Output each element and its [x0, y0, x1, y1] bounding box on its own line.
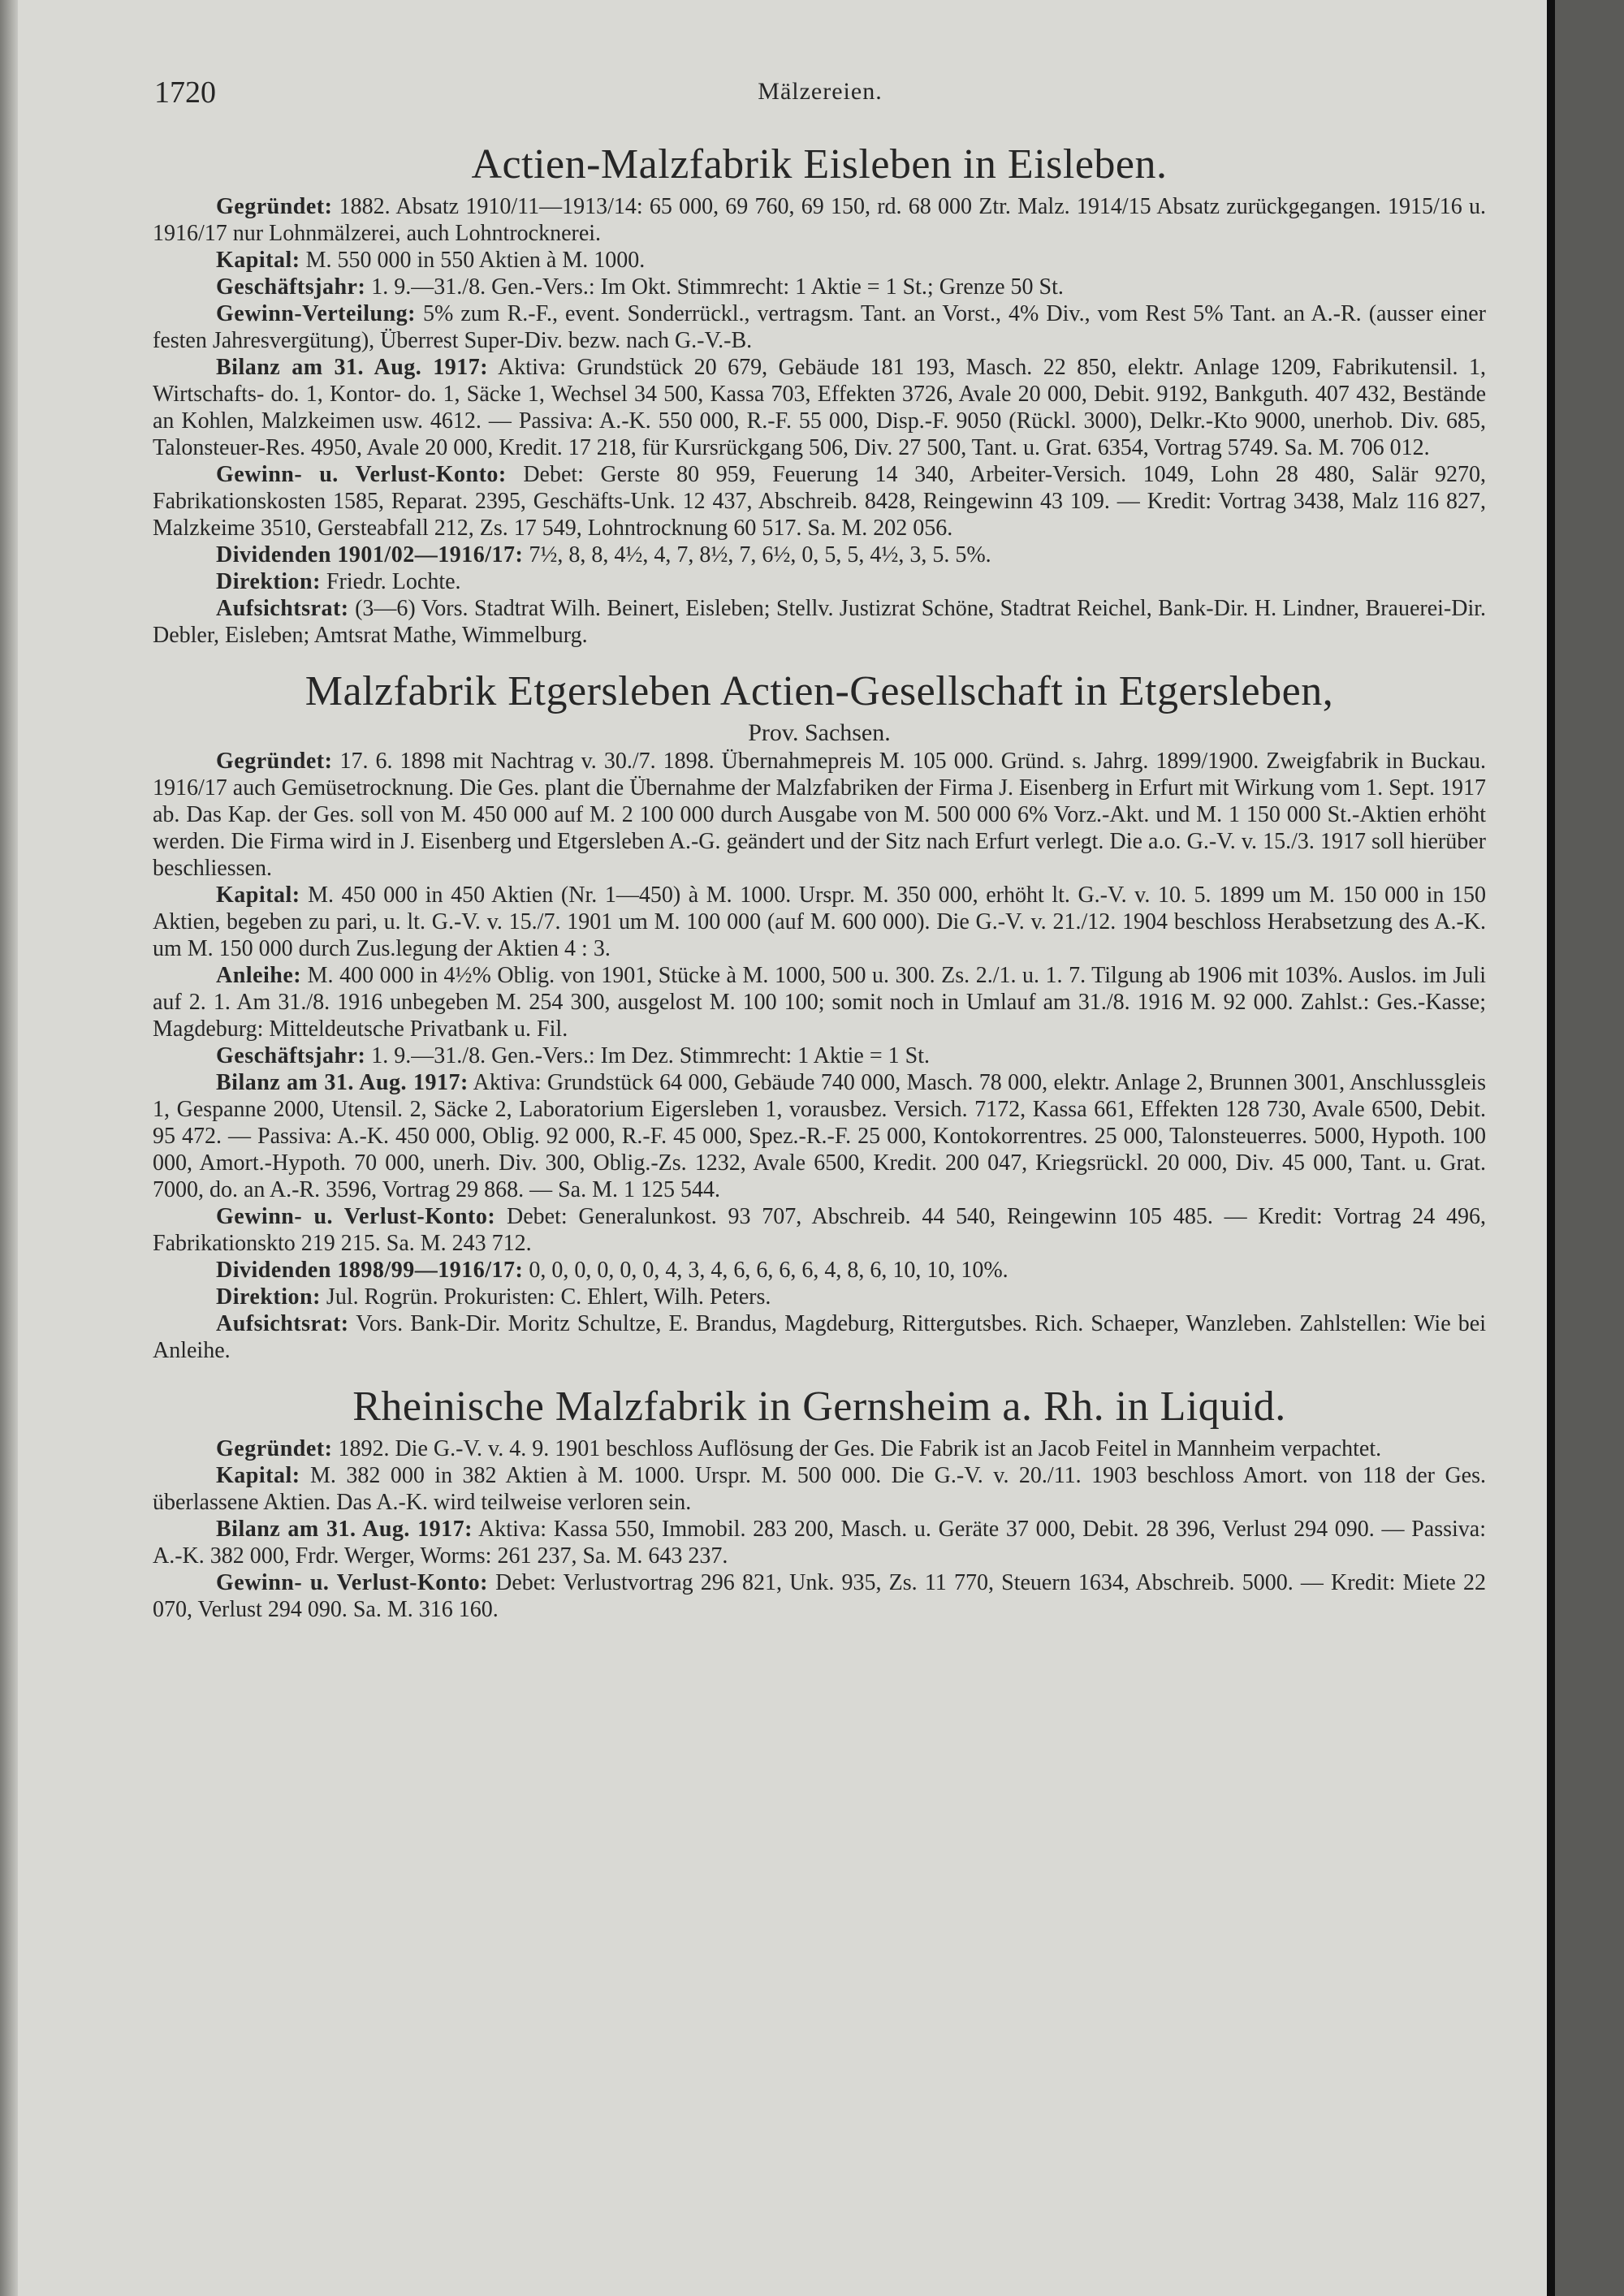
- entry-text: 1892. Die G.-V. v. 4. 9. 1901 beschloss Auflösung der Ges. Die Fabrik ist an Jacob Feitel in Mannheim verpachtet.: [338, 1436, 1382, 1461]
- entry-text: 7½, 8, 8, 4½, 4, 7, 8½, 7, 6½, 0, 5, 5, 4½, 3, 5. 5%.: [529, 542, 991, 568]
- entry-text: (3—6) Vors. Stadtrat Wilh. Beinert, Eisleben; Stellv. Justizrat Schöne, Stadtrat Reichel, Bank-Dir. H. Lindner, Brauerei-Dir. Debler, Eisleben; Amtsrat Mathe, Wimmelburg.: [153, 596, 1487, 648]
- entry-paragraph: [153, 193, 1486, 247]
- entry-text: 5% zum R.-F., event. Sonderrückl., vertragsm. Tant. an Vorst., 4% Div., vom Rest 5% Tant. an A.-R. (ausser einer festen Jahresvergütung), Überrest Super-Div. bezw. nach G.-V.-B.: [153, 301, 1487, 353]
- entry-label: Bilanz am 31. Aug. 1917:: [216, 1517, 473, 1542]
- entry-text: Jul. Rogrün. Prokuristen: C. Ehlert, Wilh. Peters.: [326, 1284, 771, 1310]
- entry-label: Dividenden 1898/99—1916/17:: [216, 1258, 524, 1283]
- page-content: [153, 140, 1486, 1641]
- company-entry: [153, 140, 1486, 649]
- entry-text: Friedr. Lochte.: [326, 569, 461, 594]
- entry-paragraph: [153, 568, 1486, 595]
- entry-paragraph: [153, 962, 1486, 1042]
- entry-text: M. 400 000 in 4½% Oblig. von 1901, Stücke à M. 1000, 500 u. 300. Zs. 2./1. u. 1. 7. Tilgung ab 1906 mit 103%. Auslos. im Juli auf 2. 1. Am 31./8. 1916 unbegeben M. 254 300, ausgelost M. 100 100; somit noch in Umlauf am 31./8. 1916 M. 92 000. Zahlst.: Ges.-Kasse; Magdeburg: Mitteldeutsche Privatbank u. Fil.: [153, 963, 1486, 1042]
- entry-text: Aktiva: Grundstück 20 679, Gebäude 181 193, Masch. 22 850, elektr. Anlage 1209, Fabrikutensil. 1, Wirtschafts- do. 1, Kontor- do. 1, Säcke 1, Wechsel 34 500, Kassa 703, Effekten 3726, Avale 20 000, Debit. 9192, Bankguth. 407 432, Bestände an Kohlen, Malzkeimen usw. 4612. — Passiva: A.-K. 550 000, R.-F. 55 000, Disp.-F. 9050 (Rückl. 3000), Delkr.-Kto 9000, unerhob. Div. 685, Talonsteuer-Res. 4950, Avale 20 000, Kredit. 17 218, für Kursrückgang 506, Div. 27 500, Tant. u. Grat. 6354, Vortrag 5749. Sa. M. 706 012.: [153, 355, 1486, 460]
- running-head: Mälzereien.: [758, 78, 883, 105]
- entry-text: Debet: Generalunkost. 93 707, Abschreib. 44 540, Reingewinn 105 485. — Kredit: Vortrag 24 496, Fabrikationskto 219 215. Sa. M. 243 712.: [153, 1204, 1487, 1256]
- company-entry: [153, 667, 1486, 1364]
- entry-paragraph: [153, 1042, 1486, 1069]
- entry-paragraph: [153, 1257, 1486, 1284]
- entry-paragraph: [153, 1516, 1486, 1569]
- entry-text: M. 550 000 in 550 Aktien à M. 1000.: [305, 248, 646, 273]
- entry-text: M. 382 000 in 382 Aktien à M. 1000. Urspr. M. 500 000. Die G.-V. v. 20./11. 1903 beschloss Amort. von 118 der Ges. überlassene Aktien. Das A.-K. wird teilweise verloren sein.: [153, 1463, 1486, 1515]
- entry-paragraph: [153, 1203, 1486, 1257]
- entry-text: Aktiva: Kassa 550, Immobil. 283 200, Masch. u. Geräte 37 000, Debit. 28 396, Verlust 294 090. — Passiva: A.-K. 382 000, Frdr. Werger, Worms: 261 237, Sa. M. 643 237.: [153, 1517, 1486, 1569]
- entry-text: M. 450 000 in 450 Aktien (Nr. 1—450) à M. 1000. Urspr. M. 350 000, erhöht lt. G.-V. v. 10. 5. 1899 um M. 150 000 in 150 Aktien, begeben zu pari, u. lt. G.-V. v. 15./7. 1901 um M. 100 000 (auf M. 600 000). Die G.-V. v. 21./12. 1904 beschloss Herabsetzung des A.-K. um M. 150 000 durch Zus.legung der Aktien 4 : 3.: [153, 883, 1487, 961]
- entry-text: 1882. Absatz 1910/11—1913/14: 65 000, 69 760, 69 150, rd. 68 000 Ztr. Malz. 1914/15 Absatz zurückgegangen. 1915/16 u. 1916/17 nur Lohnmälzerei, auch Lohntrocknerei.: [153, 194, 1486, 246]
- entry-paragraph: [153, 1569, 1486, 1623]
- entry-text: 0, 0, 0, 0, 0, 0, 4, 3, 4, 6, 6, 6, 6, 4, 8, 6, 10, 10, 10%.: [529, 1258, 1009, 1283]
- entry-paragraph: [153, 595, 1486, 649]
- entry-text: 17. 6. 1898 mit Nachtrag v. 30./7. 1898. Übernahmepreis M. 105 000. Gründ. s. Jahrg. 1899/1900. Zweigfabrik in Buckau. 1916/17 auch Gemüsetrocknung. Die Ges. plant die Übernahme der Malzfabriken der Firma J. Eisenberg in Erfurt mit Wirkung vom 1. Sept. 1917 ab. Das Kap. der Ges. soll von M. 450 000 auf M. 2 100 000 durch Ausgabe von M. 500 000 6% Vorz.-Akt. und M. 1 150 000 St.-Aktien erhöht werden. Die Firma wird in J. Eisenberg und Etgersleben A.-G. geändert und der Sitz nach Erfurt verlegt. Die a.o. G.-V. v. 15./3. 1917 soll hierüber beschliessen.: [153, 749, 1487, 881]
- entry-label: Direktion:: [216, 1284, 321, 1310]
- company-title: Actien-Malzfabrik Eisleben in Eisleben.: [471, 141, 1168, 188]
- entry-paragraph: [153, 1284, 1486, 1310]
- entry-paragraph: [153, 247, 1486, 274]
- company-entry: [153, 1382, 1486, 1623]
- entry-text: Aktiva: Grundstück 64 000, Gebäude 740 000, Masch. 78 000, elektr. Anlage 2, Brunnen 3001, Anschlussgleis 1, Gespanne 2000, Utensil. 2, Säcke 2, Laboratorium Eigersleben 1, vorausbez. Versich. 7172, Kassa 661, Effekten 128 730, Avale 6500, Debit. 95 472. — Passiva: A.-K. 450 000, Oblig. 92 000, R.-F. 45 000, Spez.-R.-F. 25 000, Kontokorrentres. 25 000, Talonsteuerres. 5000, Hypoth. 100 000, Amort.-Hypoth. 70 000, unerh. Div. 300, Oblig.-Zs. 1232, Avale 6500, Kredit. 200 047, Kriegsrückl. 20 000, Div. 45 000, Tant. u. Grat. 7000, do. an A.-R. 3596, Vortrag 29 868. — Sa. M. 1 125 544.: [153, 1070, 1486, 1202]
- entry-text: Vors. Bank-Dir. Moritz Schultze, E. Brandus, Magdeburg, Rittergutsbes. Rich. Schaeper, Wanzleben. Zahlstellen: Wie bei Anleihe.: [153, 1311, 1486, 1363]
- entry-text: 1. 9.—31./8. Gen.-Vers.: Im Dez. Stimmrecht: 1 Aktie = 1 St.: [371, 1043, 931, 1068]
- entry-text: Debet: Gerste 80 959, Feuerung 14 340, Arbeiter-Versich. 1049, Lohn 28 480, Salär 9270, Fabrikationskosten 1585, Reparat. 2395, Geschäfts-Unk. 12 437, Abschreib. 8428, Reingewinn 43 109. — Kredit: Vortrag 3438, Malz 116 827, Malzkeime 3510, Gersteabfall 212, Zs. 17 549, Lohntrocknung 60 517. Sa. M. 202 056.: [153, 462, 1487, 541]
- entry-paragraph: [153, 1310, 1486, 1364]
- entry-paragraph: [153, 300, 1486, 354]
- company-subtitle: Prov. Sachsen.: [748, 719, 891, 746]
- entry-label: Kapital:: [216, 883, 300, 908]
- entry-text: Debet: Verlustvortrag 296 821, Unk. 935, Zs. 11 770, Steuern 1634, Abschreib. 5000. — Kredit: Miete 22 070, Verlust 294 090. Sa. M. 316 160.: [153, 1570, 1486, 1622]
- entry-label: Gewinn-Verteilung:: [216, 301, 416, 326]
- company-title: Rheinische Malzfabrik in Gernsheim a. Rh. in Liquid.: [352, 1383, 1286, 1430]
- page-number: 1720: [154, 76, 216, 110]
- entry-label: Bilanz am 31. Aug. 1917:: [216, 1070, 469, 1095]
- entry-label: Dividenden 1901/02—1916/17:: [216, 542, 524, 568]
- entry-label: Gewinn- u. Verlust-Konto:: [216, 462, 507, 487]
- entry-paragraph: [153, 1069, 1486, 1203]
- scan-background: [1555, 0, 1624, 2296]
- entry-text: 1. 9.—31./8. Gen.-Vers.: Im Okt. Stimmrecht: 1 Aktie = 1 St.; Grenze 50 St.: [371, 274, 1064, 300]
- entry-label: Direktion:: [216, 569, 321, 594]
- entry-paragraph: [153, 274, 1486, 300]
- binding-rule: [1547, 0, 1555, 2296]
- entry-label: Aufsichtsrat:: [216, 1311, 349, 1336]
- entry-label: Kapital:: [216, 248, 300, 273]
- entry-paragraph: [153, 1462, 1486, 1516]
- entry-label: Bilanz am 31. Aug. 1917:: [216, 355, 489, 380]
- entry-label: Gegründet:: [216, 1436, 333, 1461]
- entry-paragraph: [153, 354, 1486, 461]
- entry-label: Gegründet:: [216, 749, 333, 774]
- entry-paragraph: [153, 542, 1486, 568]
- entry-paragraph: [153, 461, 1486, 542]
- entry-label: Gewinn- u. Verlust-Konto:: [216, 1570, 488, 1595]
- entry-label: Geschäftsjahr:: [216, 1043, 366, 1068]
- entry-label: Gewinn- u. Verlust-Konto:: [216, 1204, 496, 1229]
- company-title: Malzfabrik Etgersleben Actien-Gesellschaft in Etgersleben,: [304, 668, 1334, 714]
- entry-paragraph: [153, 748, 1486, 882]
- entry-paragraph: [153, 1435, 1486, 1462]
- entry-paragraph: [153, 882, 1486, 962]
- entry-label: Anleihe:: [216, 963, 302, 988]
- page-left-edge: [0, 0, 18, 2296]
- page-header: [154, 75, 1486, 110]
- entry-label: Aufsichtsrat:: [216, 596, 349, 621]
- entry-label: Gegründet:: [216, 194, 333, 219]
- entry-label: Kapital:: [216, 1463, 300, 1488]
- entry-label: Geschäftsjahr:: [216, 274, 366, 300]
